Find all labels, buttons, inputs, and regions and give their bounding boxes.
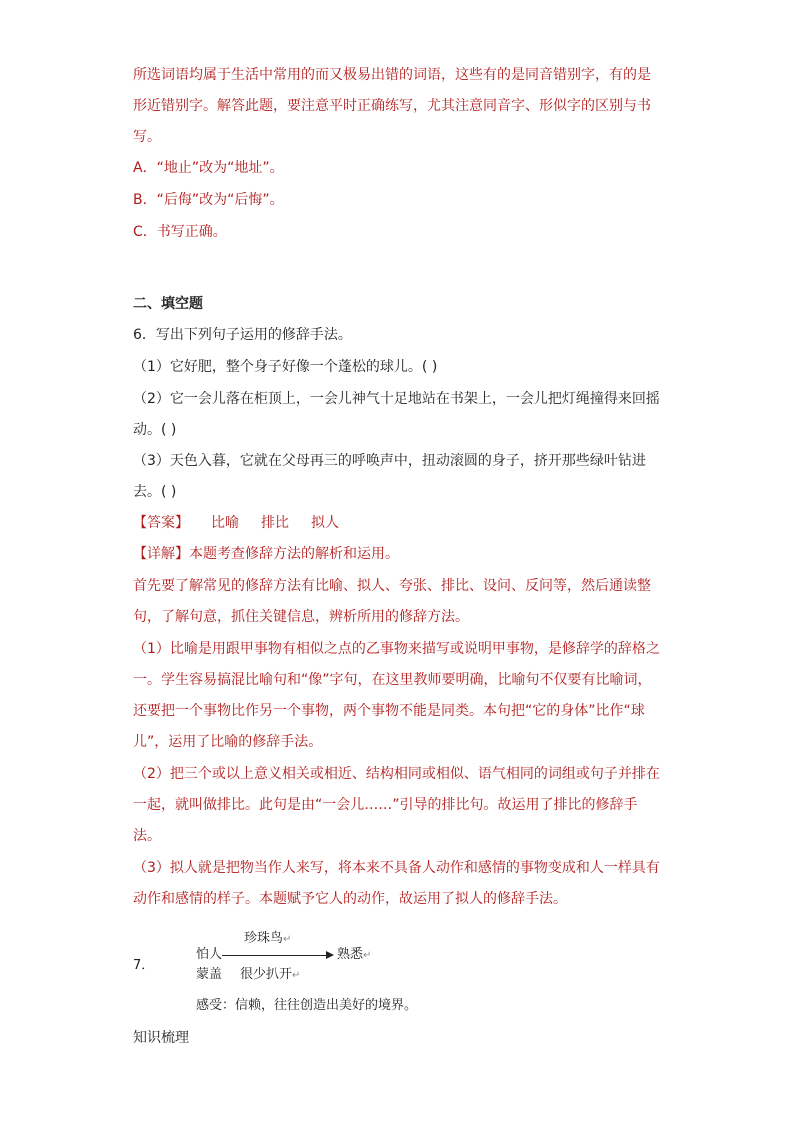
explain-line: 写。 [133,129,161,145]
detail-text: （1）比喻是用跟甲事物有相似之点的乙事物来描写或说明甲事物，是修辞学的辞格之 [133,641,660,657]
sentence-2: （2）它一会儿落在柜顶上，一会儿神气十足地站在书架上，一会儿把灯绳撞得来回摇 [133,391,660,407]
sentence-1: （1）它好肥，整个身子好像一个蓬松的球儿。( ) [133,359,438,375]
answer-row [133,513,339,533]
answer-item: 拟人 [311,515,339,531]
detail-text: 还要把一个事物比作另一个事物，两个事物不能是同类。本句把“它的身体”比作“球 [133,703,645,719]
sentence-3: （3）天色入暮，它就在父母再三的呼唤声中，扭动滚圆的身子，挤开那些绿叶钻进 [133,453,646,469]
arrow-head-icon [326,951,334,959]
diagram-left-top: 怕人 [196,947,223,962]
diagram-bird-label: 珍珠鸟↵ [244,931,292,946]
question-stem: 6．写出下列句子运用的修辞手法。 [133,327,352,343]
detail-row [133,544,399,564]
sentence-3-cont: 去。( ) [133,484,177,500]
diagram-arrow [222,955,330,956]
answer-item: 比喻 [211,515,239,531]
explain-line: 形近错别字。解答此题，要注意平时正确练写，尤其注意同音字、形似字的区别与书 [133,98,651,114]
detail-text: 一起，就叫做排比。此句是由“一会儿……”引导的排比句。故运用了排比的修辞手 [133,797,638,813]
detail-intro: 本题考查修辞方法的解析和运用。 [189,546,399,562]
detail-text: 一。学生容易搞混比喻句和“像”字句，在这里教师要明确，比喻句不仅要有比喻词， [133,672,652,688]
footer-label: 知识梳理 [133,1030,189,1046]
detail-text: 首先要了解常见的修辞方法有比喻、拟人、夸张、排比、设问、反问等，然后通读整 [133,578,651,594]
detail-text: （2）把三个或以上意义相关或相近、结构相同或相似、语气相同的词组或句子并排在 [133,766,660,782]
diagram-feeling: 感受：信赖，往往创造出美好的境界。 [196,998,418,1013]
section-title: 二、填空题 [133,296,203,312]
detail-text: （3）拟人就是把物当作人来写，将本来不具备人动作和感情的事物变成和人一样具有 [133,860,660,876]
answer-item: 排比 [261,515,289,531]
question-7-number: 7． [133,958,155,973]
diagram-bottom-mid: 很少扒开↵ [240,967,301,982]
detail-text: 动作和感情的样子。本题赋予它人的动作，故运用了拟人的修辞手法。 [133,891,567,907]
sentence-2-cont: 动。( ) [133,422,177,438]
detail-text: 儿”，运用了比喻的修辞手法。 [133,734,323,750]
explain-line: 所选词语均属于生活中常用的而又极易出错的词语，这些有的是同音错别字，有的是 [133,67,651,83]
detail-text: 法。 [133,828,161,844]
diagram-left-bottom: 蒙盖 [196,967,223,982]
option-c: C．书写正确。 [133,224,227,240]
detail-text: 句，了解句意，抓住关键信息，辨析所用的修辞方法。 [133,609,469,625]
detail-label: 【详解】 [133,546,189,562]
option-b: B．“后侮”改为“后悔”。 [133,192,284,208]
option-a: A．“地止”改为“地址”。 [133,160,284,176]
diagram-right: 熟悉↵ [337,947,372,962]
answer-label: 【答案】 [133,515,189,531]
